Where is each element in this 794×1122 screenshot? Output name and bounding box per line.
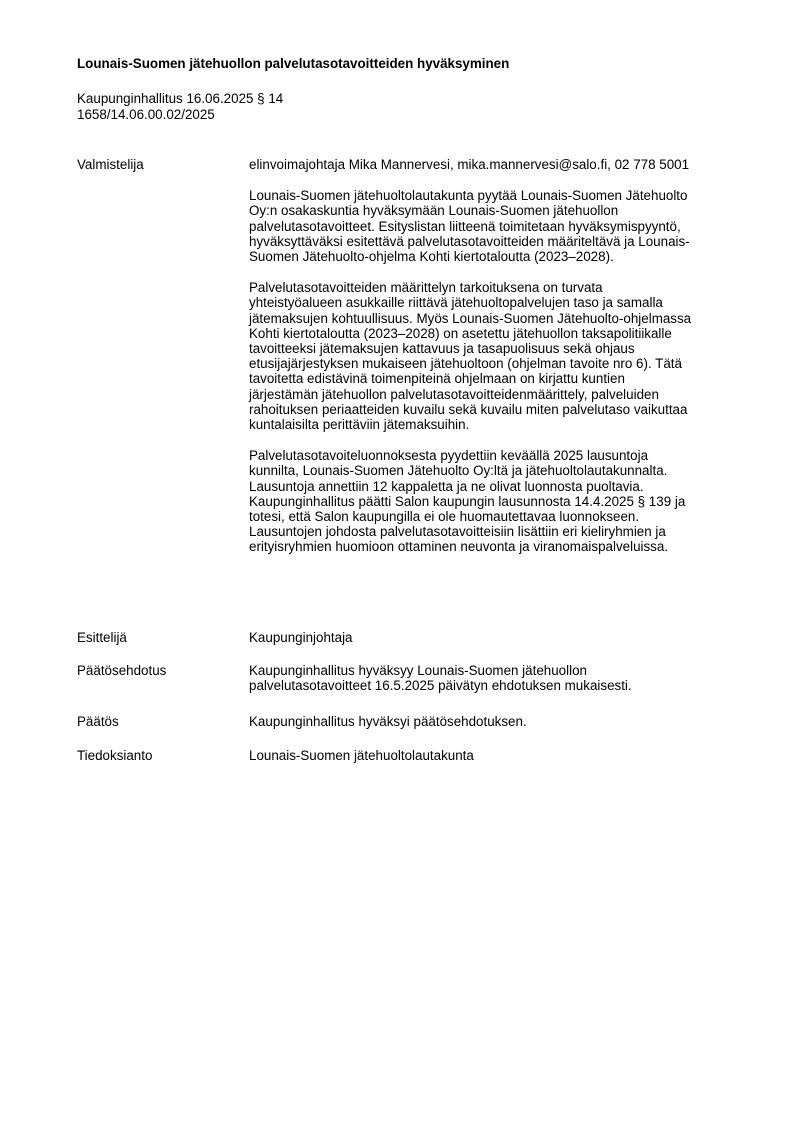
text-line: palvelutasotavoitteet. Esityslistan liitteenä toimitetaan hyväksymispyyntö, bbox=[249, 218, 681, 234]
notification-text: Lounais-Suomen jätehuoltolautakunta bbox=[249, 748, 474, 763]
text-line: kunnilta, Lounais-Suomen Jätehuolto Oy:ltä ja jätehuoltolautakunnalta. bbox=[249, 463, 668, 479]
section-label-tiedoksianto: Tiedoksianto bbox=[77, 748, 153, 763]
text-line: palvelutasotavoitteet 16.5.2025 päivätyn ehdotuksen mukaisesti. bbox=[249, 678, 632, 694]
text-line: Palvelutasotavoiteluonnoksesta pyydettiin keväällä 2025 lausuntoja bbox=[249, 448, 649, 464]
section-label-esittelija: Esittelijä bbox=[77, 630, 127, 645]
paragraph-purpose bbox=[249, 280, 739, 432]
text-line: Lounais-Suomen jätehuoltolautakunta pyytää Lounais-Suomen Jätehuolto bbox=[249, 188, 688, 204]
meeting-meta bbox=[77, 91, 283, 123]
section-content-paatosehdotus bbox=[249, 663, 739, 693]
section-content-tiedoksianto bbox=[249, 748, 739, 763]
text-line: etusijajärjestyksen mukaiseen jätehuoltoon (ohjelman tavoite nro 6). Tätä bbox=[249, 356, 682, 372]
document-title: Lounais-Suomen jätehuollon palvelutasotavoitteiden hyväksyminen bbox=[77, 56, 510, 71]
decision-text: Kaupunginhallitus hyväksyi päätösehdotuksen. bbox=[249, 714, 527, 729]
presenter-text: Kaupunginjohtaja bbox=[249, 630, 353, 645]
text-line: tavoitetta edistävinä toimenpiteinä ohjelmaan on kirjattu kuntien bbox=[249, 371, 625, 387]
text-line: Kaupunginhallitus päätti Salon kaupungin lausunnosta 14.4.2025 § 139 ja bbox=[249, 493, 686, 509]
text-line: tavoitteeksi jätemaksujen kattavuus ja tasapuolisuus sekä ohjaus bbox=[249, 341, 635, 357]
text-line: Suomen Jätehuolto-ohjelma Kohti kiertotaloutta (2023–2028). bbox=[249, 249, 614, 265]
text-line: hyväksyttäväksi esitettävä palvelutasotavoitteiden määriteltävä ja Lounais- bbox=[249, 233, 690, 249]
section-label-paatosehdotus: Päätösehdotus bbox=[77, 663, 167, 678]
section-label-valmistelija: Valmistelija bbox=[77, 157, 144, 172]
preparer-line bbox=[249, 157, 739, 172]
text-line: Lausuntojen johdosta palvelutasotavoitteisiin lisättiin eri kieliryhmien ja bbox=[249, 524, 666, 540]
text-line: kuntalaisilta perittäviin jätemaksuihin. bbox=[249, 417, 470, 433]
paragraph-request bbox=[249, 188, 739, 264]
text-line: järjestämän jätehuollon palvelutasotavoitteidenmäärittely, palveluiden bbox=[249, 386, 659, 402]
section-content-esittelija bbox=[249, 630, 739, 645]
text-line: erityisryhmien huomioon ottaminen neuvonta ja viranomaispalveluissa. bbox=[249, 539, 669, 555]
record-number: 1658/14.06.00.02/2025 bbox=[77, 107, 215, 122]
section-content-valmistelija bbox=[249, 157, 739, 571]
text-line: Kohti kiertotaloutta (2023–2028) on asetettu jätehuollon taksapolitiikalle bbox=[249, 325, 672, 341]
text-line: jätemaksujen kohtuullisuus. Myös Lounais-Suomen Jätehuolto-ohjelmassa bbox=[249, 310, 692, 326]
paragraph-statements bbox=[249, 448, 739, 554]
text-line: totesi, että Salon kaupungilla ei ole huomautettavaa luonnokseen. bbox=[249, 509, 640, 525]
meeting-info: Kaupunginhallitus 16.06.2025 § 14 bbox=[77, 91, 284, 106]
text-line: yhteistyöalueen asukkaille riittävä jätehuoltopalvelujen taso ja samalla bbox=[249, 295, 663, 311]
text-line: Lausuntoja annettiin 12 kappaletta ja ne olivat luonnosta puoltavia. bbox=[249, 478, 644, 494]
text-line: Kaupunginhallitus hyväksyy Lounais-Suomen jätehuollon bbox=[249, 663, 587, 678]
preparer-text: elinvoimajohtaja Mika Mannervesi, mika.mannervesi@salo.fi, 02 778 5001 bbox=[249, 157, 690, 172]
text-line: Palvelutasotavoitteiden määrittelyn tarkoituksena on turvata bbox=[249, 280, 603, 296]
text-line: Oy:n osakaskuntia hyväksymään Lounais-Suomen jätehuollon bbox=[249, 203, 619, 219]
section-label-paatos: Päätös bbox=[77, 714, 119, 729]
section-content-paatos bbox=[249, 714, 739, 729]
text-line: rahoituksen periaatteiden kuvailu sekä kuvailu miten palvelutaso vaikuttaa bbox=[249, 401, 688, 417]
